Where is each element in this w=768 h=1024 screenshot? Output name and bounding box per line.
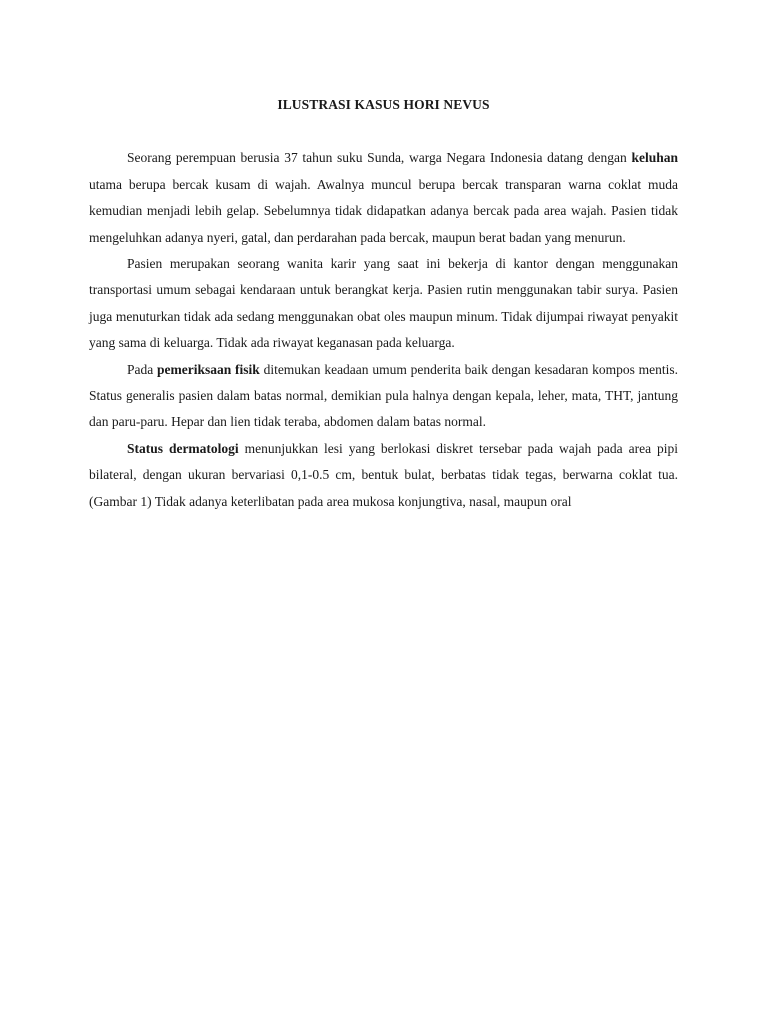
paragraph-bold-term: pemeriksaan fisik [157,361,260,377]
paragraph-bold-term: keluhan [631,150,678,166]
paragraph-status-dermatologi [89,436,678,515]
paragraph-text: Pada [127,361,158,377]
document-body [89,92,678,515]
paragraph-pemeriksaan-fisik [89,357,678,436]
paragraph-bold-term: Status dermatologi [127,440,239,456]
document-title: ILUSTRASI KASUS HORI NEVUS [277,97,490,112]
paragraph-text: menunjukkan lesi yang berlokasi diskret tersebar pada wajah pada area pipi bilateral, dengan ukuran bervariasi 0,1-0.5 cm, bentuk bulat, berbatas tidak tegas, berwarna coklat tua. (Gambar 1) Tidak adanya keterlibatan pada area mukosa konjungtiva, nasal, maupun oral [89,440,678,509]
paragraph-text: Pasien merupakan seorang wanita karir yang saat ini bekerja di kantor dengan menggunakan transportasi umum sebagai kendaraan untuk berangkat kerja. Pasien rutin menggunakan tabir surya. Pasien juga menuturkan tidak ada sedang menggunakan obat oles maupun minum. Tidak dijumpai riwayat penyakit yang sama di keluarga. Tidak ada riwayat keganasan pada keluarga. [89,256,678,351]
paragraph-keluhan [89,145,678,251]
paragraph-text: utama berupa bercak kusam di wajah. Awalnya muncul berupa bercak transparan warna coklat muda kemudian menjadi lebih gelap. Sebelumnya tidak didapatkan adanya bercak pada area wajah. Pasien tidak mengeluhkan adanya nyeri, gatal, dan perdarahan pada bercak, maupun berat badan yang menurun. [89,176,678,245]
paragraph-text: ditemukan keadaan umum penderita baik dengan kesadaran kompos mentis. Status generalis pasien dalam batas normal, demikian pula halnya dengan kepala, leher, mata, THT, jantung dan paru-paru. Hepar dan lien tidak teraba, abdomen dalam batas normal. [89,361,678,430]
paragraph-text: Seorang perempuan berusia 37 tahun suku Sunda, warga Negara Indonesia datang dengan [127,150,632,166]
paragraph-riwayat [89,251,678,357]
